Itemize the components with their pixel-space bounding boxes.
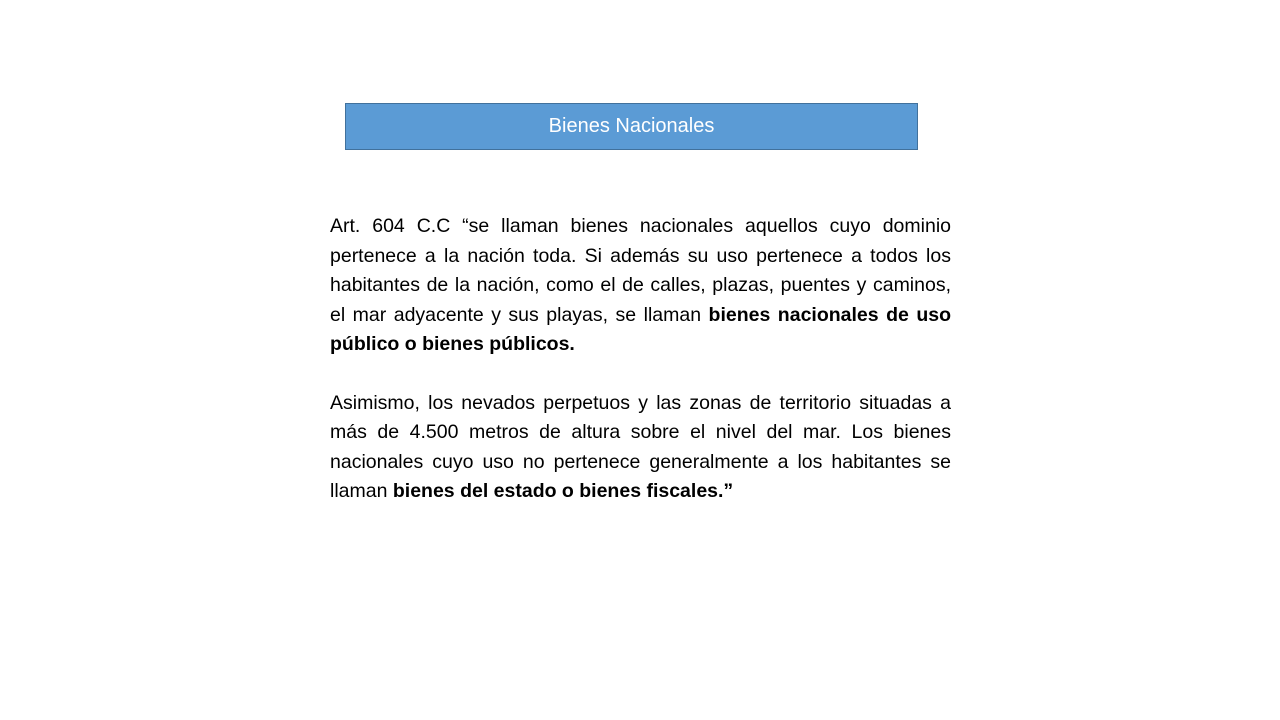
paragraph-1-text: Art. 604 C.C “se llaman bienes nacionales aquellos cuyo dominio pertenece a la nación toda. Si además su uso pertenece a todos los habitantes de la nación, como el de calles, plazas, puentes y caminos, el mar adyacente y sus playas, se llaman — [330, 215, 951, 326]
paragraph-asimismo — [330, 389, 951, 507]
paragraph-2-text: Asimismo, los nevados perpetuos y las zonas de territorio situadas a más de 4.500 metros de altura sobre el nivel del mar. Los bienes nacionales cuyo uso no pertenece generalmente a los habitantes se llaman — [330, 391, 951, 502]
slide-title: Bienes Nacionales — [548, 115, 715, 137]
paragraph-article-604 — [330, 212, 951, 360]
title-box — [345, 103, 918, 150]
paragraph-2-bold-text: bienes del estado o bienes fiscales.” — [392, 480, 734, 502]
body-text — [330, 212, 951, 507]
paragraph-1-bold-text: bienes nacionales de uso público o bienes públicos. — [330, 303, 951, 355]
